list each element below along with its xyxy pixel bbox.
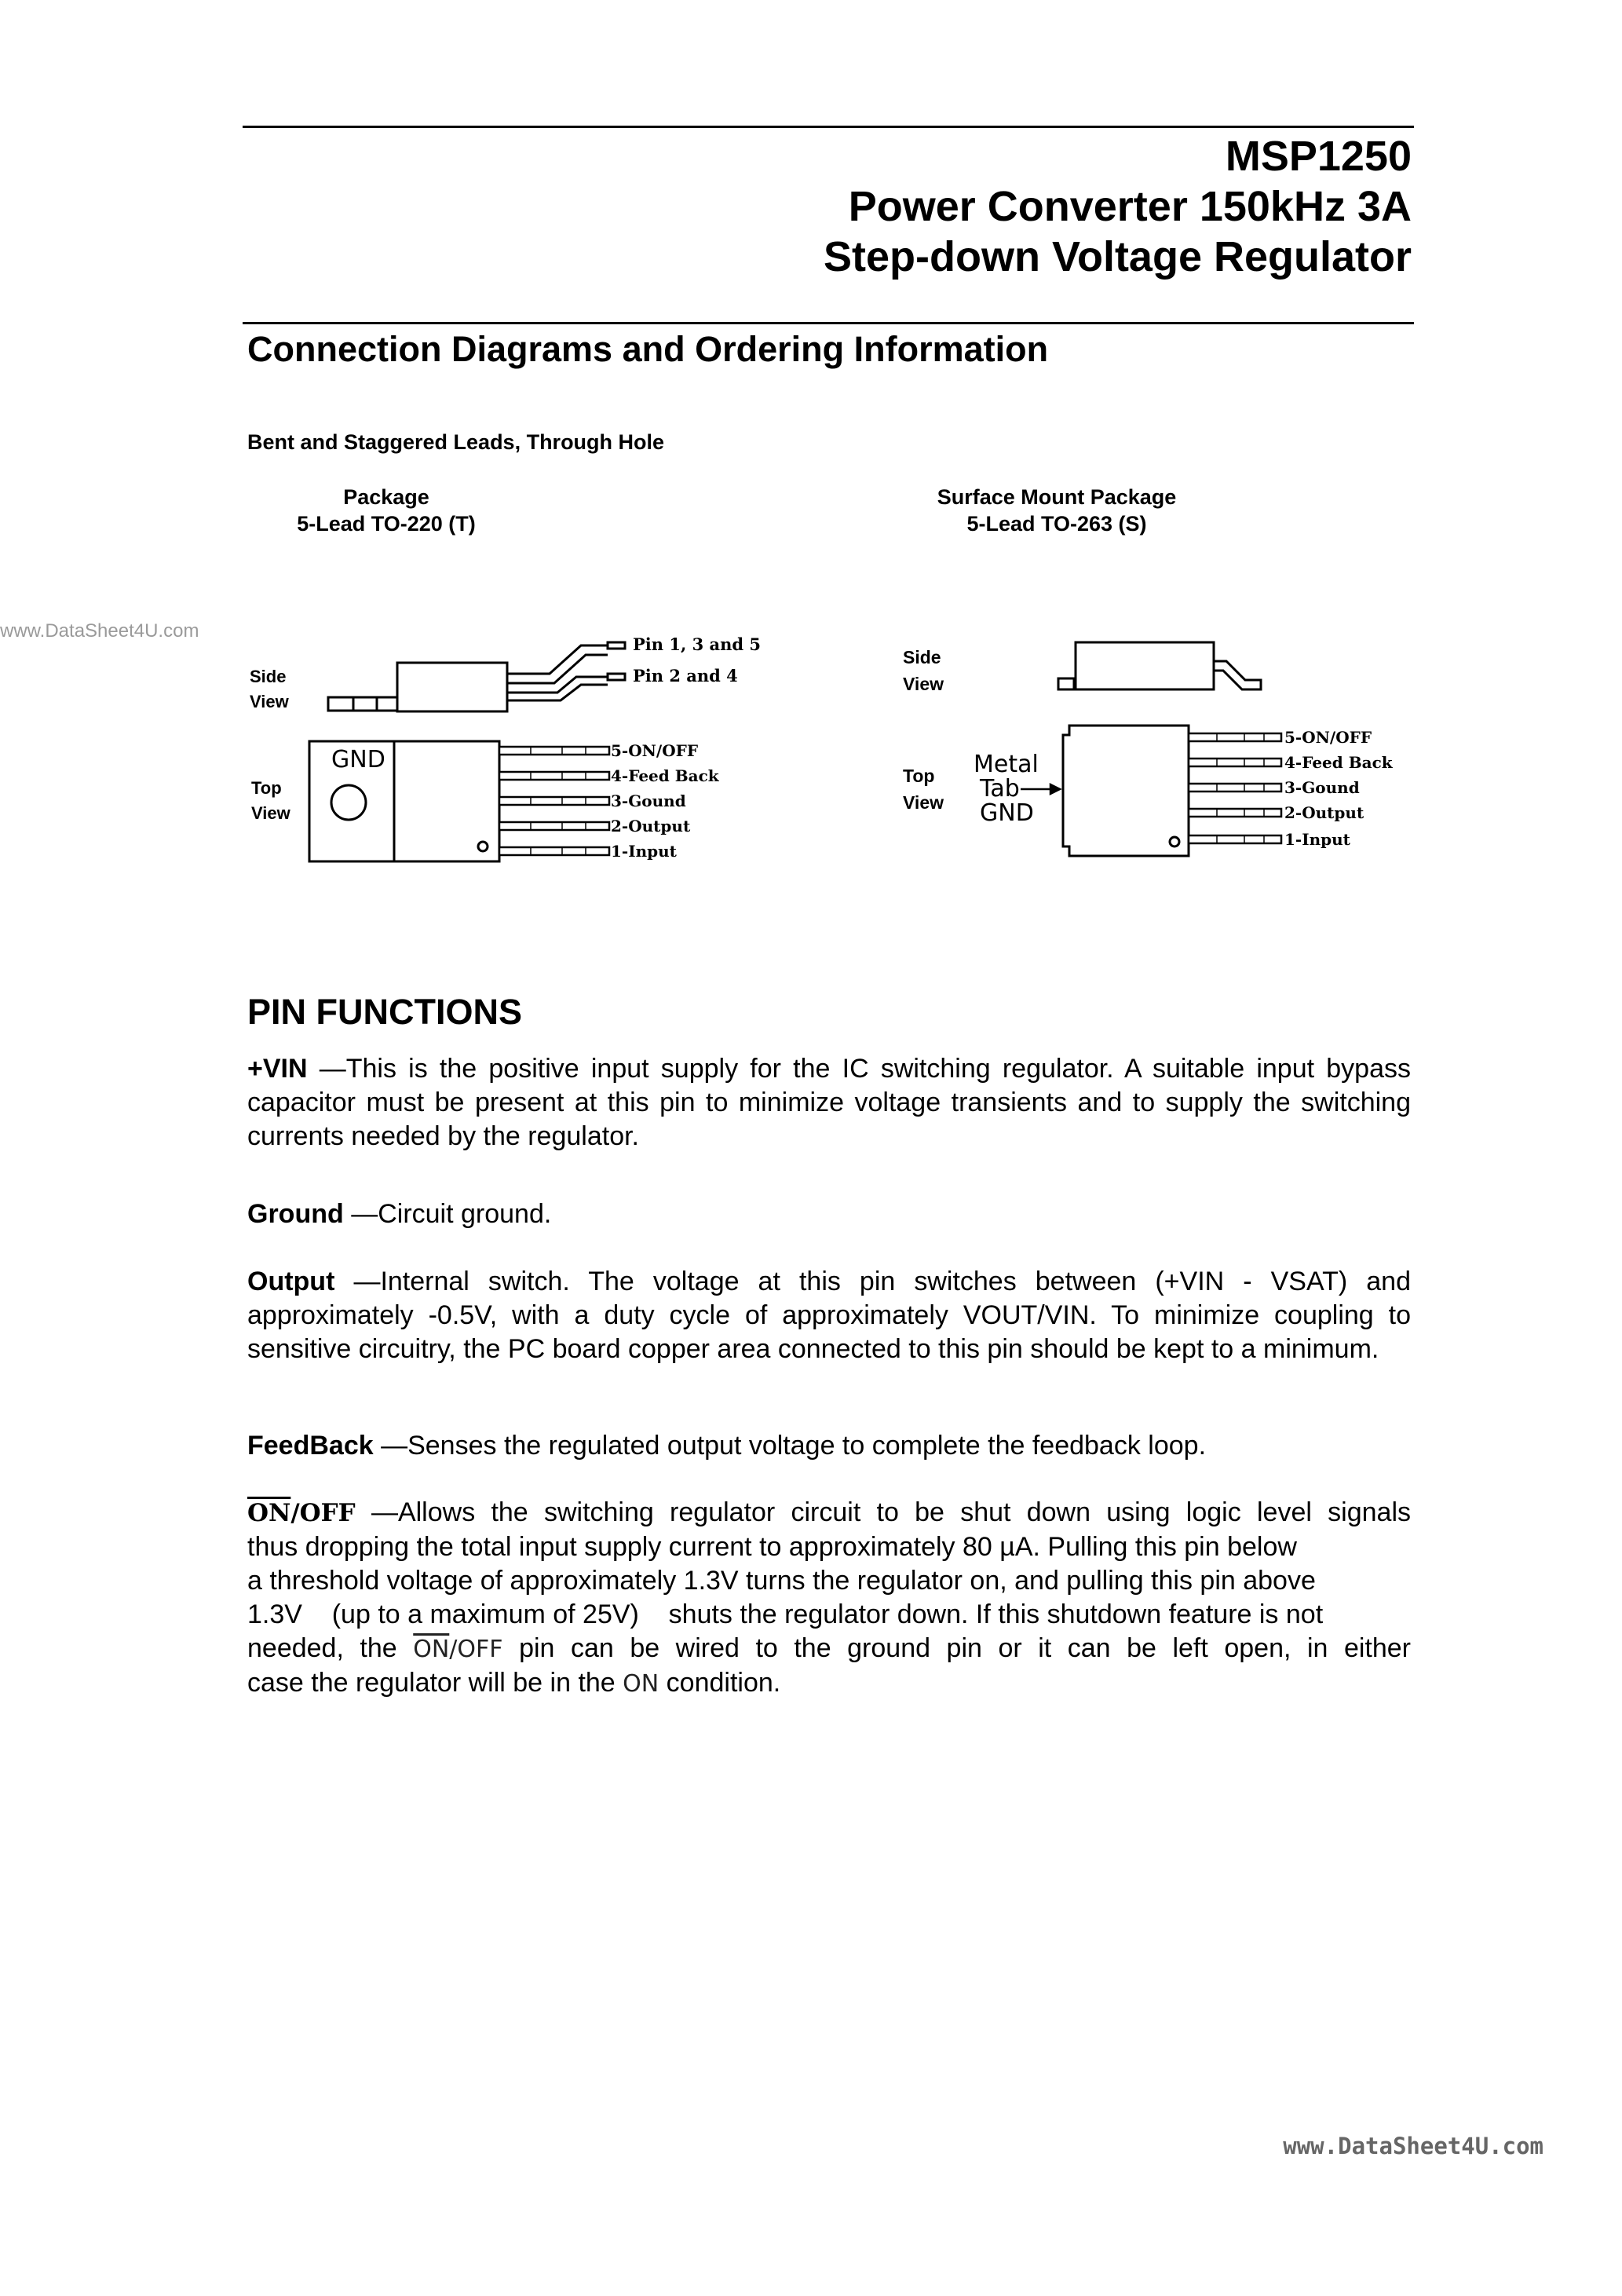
package-left-line1: Package	[343, 485, 429, 509]
metal-tab-label-2: Tab	[980, 775, 1020, 803]
onoff-line-1	[247, 1496, 1411, 1530]
connection-heading: Connection Diagrams and Ordering Information	[247, 329, 1049, 369]
output-text: —Internal switch. The voltage at this pin switches between (+VIN - VSAT) and approximately -0.5V, with a duty cycle of approximately VOUT/VIN. To minimize coupling to sensitive circuitry, the PC board copper area connected to this pin should be kept to a minimum.	[247, 1267, 1411, 1364]
onoff-text-6b: condition.	[659, 1668, 781, 1698]
to263-top-view	[1063, 726, 1189, 856]
right-top-label-2: View	[903, 792, 944, 813]
leads-caption: Bent and Staggered Leads, Through Hole	[247, 430, 665, 454]
to263-side-view	[1058, 642, 1261, 689]
ground-paragraph	[247, 1197, 1411, 1231]
onoff-text-5a: needed, the	[247, 1633, 414, 1663]
package-left-caption	[229, 484, 543, 537]
vin-paragraph	[247, 1052, 1411, 1153]
side-pin-label-1: Pin 1, 3 and 5	[633, 634, 761, 654]
onoff-line-6	[247, 1666, 1411, 1701]
output-paragraph	[247, 1265, 1411, 1366]
to263-diagram	[887, 628, 1429, 879]
left-top-label-2: View	[251, 803, 290, 823]
onoff-term-off: /OFF	[290, 1499, 356, 1527]
onoff-paragraph	[247, 1496, 1411, 1701]
right-pin-2: 2-Output	[1284, 803, 1364, 822]
title-line-2: Power Converter 150kHz 3A	[848, 183, 1412, 230]
side-pin-label-2: Pin 2 and 4	[633, 666, 738, 686]
onoff-line-3: a threshold voltage of approximately 1.3V turns the regulator on, and pulling this pin above	[247, 1566, 1316, 1596]
output-term: Output	[247, 1267, 335, 1296]
feedback-term: FeedBack	[247, 1431, 374, 1461]
left-top-label-1: Top	[251, 778, 282, 798]
right-side-label-2: View	[903, 674, 944, 694]
right-top-label-1: Top	[903, 766, 935, 786]
to220-side-view	[328, 642, 625, 711]
onoff-line-2: thus dropping the total input supply current to approximately 80 µA. Pulling this pin below	[247, 1532, 1297, 1562]
tab-arrow-icon	[1021, 784, 1060, 794]
right-pin-5: 5-ON/OFF	[1284, 728, 1372, 747]
left-pin-2: 2-Output	[611, 817, 691, 835]
right-pin-3: 3-Gound	[1284, 778, 1360, 797]
to220-leads	[499, 747, 609, 855]
header-bottom-rule	[243, 322, 1414, 324]
header-top-rule	[243, 126, 1414, 128]
left-side-label-1: Side	[250, 667, 287, 686]
to220-diagram	[236, 628, 769, 879]
title-line-3: Step-down Voltage Regulator	[823, 233, 1412, 280]
onoff-text-1: —Allows the switching regulator circuit to be shut down using logic level signals	[355, 1497, 1411, 1527]
onoff-line6-on: ON	[623, 1670, 659, 1698]
onoff-line-5	[247, 1632, 1411, 1666]
onoff-line-4: 1.3V (up to a maximum of 25V) shuts the regulator down. If this shutdown feature is not	[247, 1600, 1324, 1629]
left-side-label-2: View	[250, 692, 289, 711]
metal-tab-label-1: Metal	[974, 751, 1039, 778]
right-side-label-1: Side	[903, 647, 941, 667]
onoff-inline-on: $\overline{ON}$	[413, 1636, 450, 1663]
onoff-text-6a: case the regulator will be in the	[247, 1668, 623, 1698]
onoff-text-5b: pin can be wired to the ground pin or it can be left open, in either	[502, 1633, 1411, 1663]
vin-term: +VIN	[247, 1054, 308, 1084]
gnd-label: GND	[331, 746, 385, 773]
watermark-right: www.DataSheet4U.com	[1283, 2133, 1543, 2159]
pin-functions-heading: PIN FUNCTIONS	[247, 992, 523, 1032]
ground-text: —Circuit ground.	[343, 1199, 552, 1229]
left-pin-4: 4-Feed Back	[611, 766, 719, 785]
metal-tab-label-3: GND	[980, 799, 1034, 827]
vin-text: —This is the positive input supply for the IC switching regulator. A suitable input bypass capacitor must be present at this pin to minimize voltage transients and to supply the switching currents needed by the regulator.	[247, 1054, 1411, 1151]
onoff-inline-off: /OFF	[449, 1636, 503, 1663]
right-pin-4: 4-Feed Back	[1284, 753, 1393, 772]
package-right-line2: 5-Lead TO-263 (S)	[966, 512, 1147, 536]
left-pin-3: 3-Gound	[611, 792, 686, 810]
onoff-inline-term	[413, 1636, 502, 1663]
left-pin-5: 5-ON/OFF	[611, 741, 699, 760]
part-number: MSP1250	[1225, 133, 1412, 180]
right-pin-1: 1-Input	[1284, 830, 1350, 849]
to263-leads	[1189, 733, 1281, 843]
package-right-line1: Surface Mount Package	[937, 485, 1177, 509]
ground-term: Ground	[247, 1199, 344, 1229]
feedback-text: —Senses the regulated output voltage to complete the feedback loop.	[373, 1431, 1207, 1461]
package-left-line2: 5-Lead TO-220 (T)	[297, 512, 476, 536]
onoff-term	[247, 1499, 356, 1527]
watermark-left: www.DataSheet4U.com	[0, 620, 199, 642]
onoff-term-on: $\overline{ON}$	[247, 1499, 291, 1527]
left-pin-1: 1-Input	[611, 842, 677, 861]
package-right-caption	[900, 484, 1214, 537]
feedback-paragraph	[247, 1429, 1411, 1463]
